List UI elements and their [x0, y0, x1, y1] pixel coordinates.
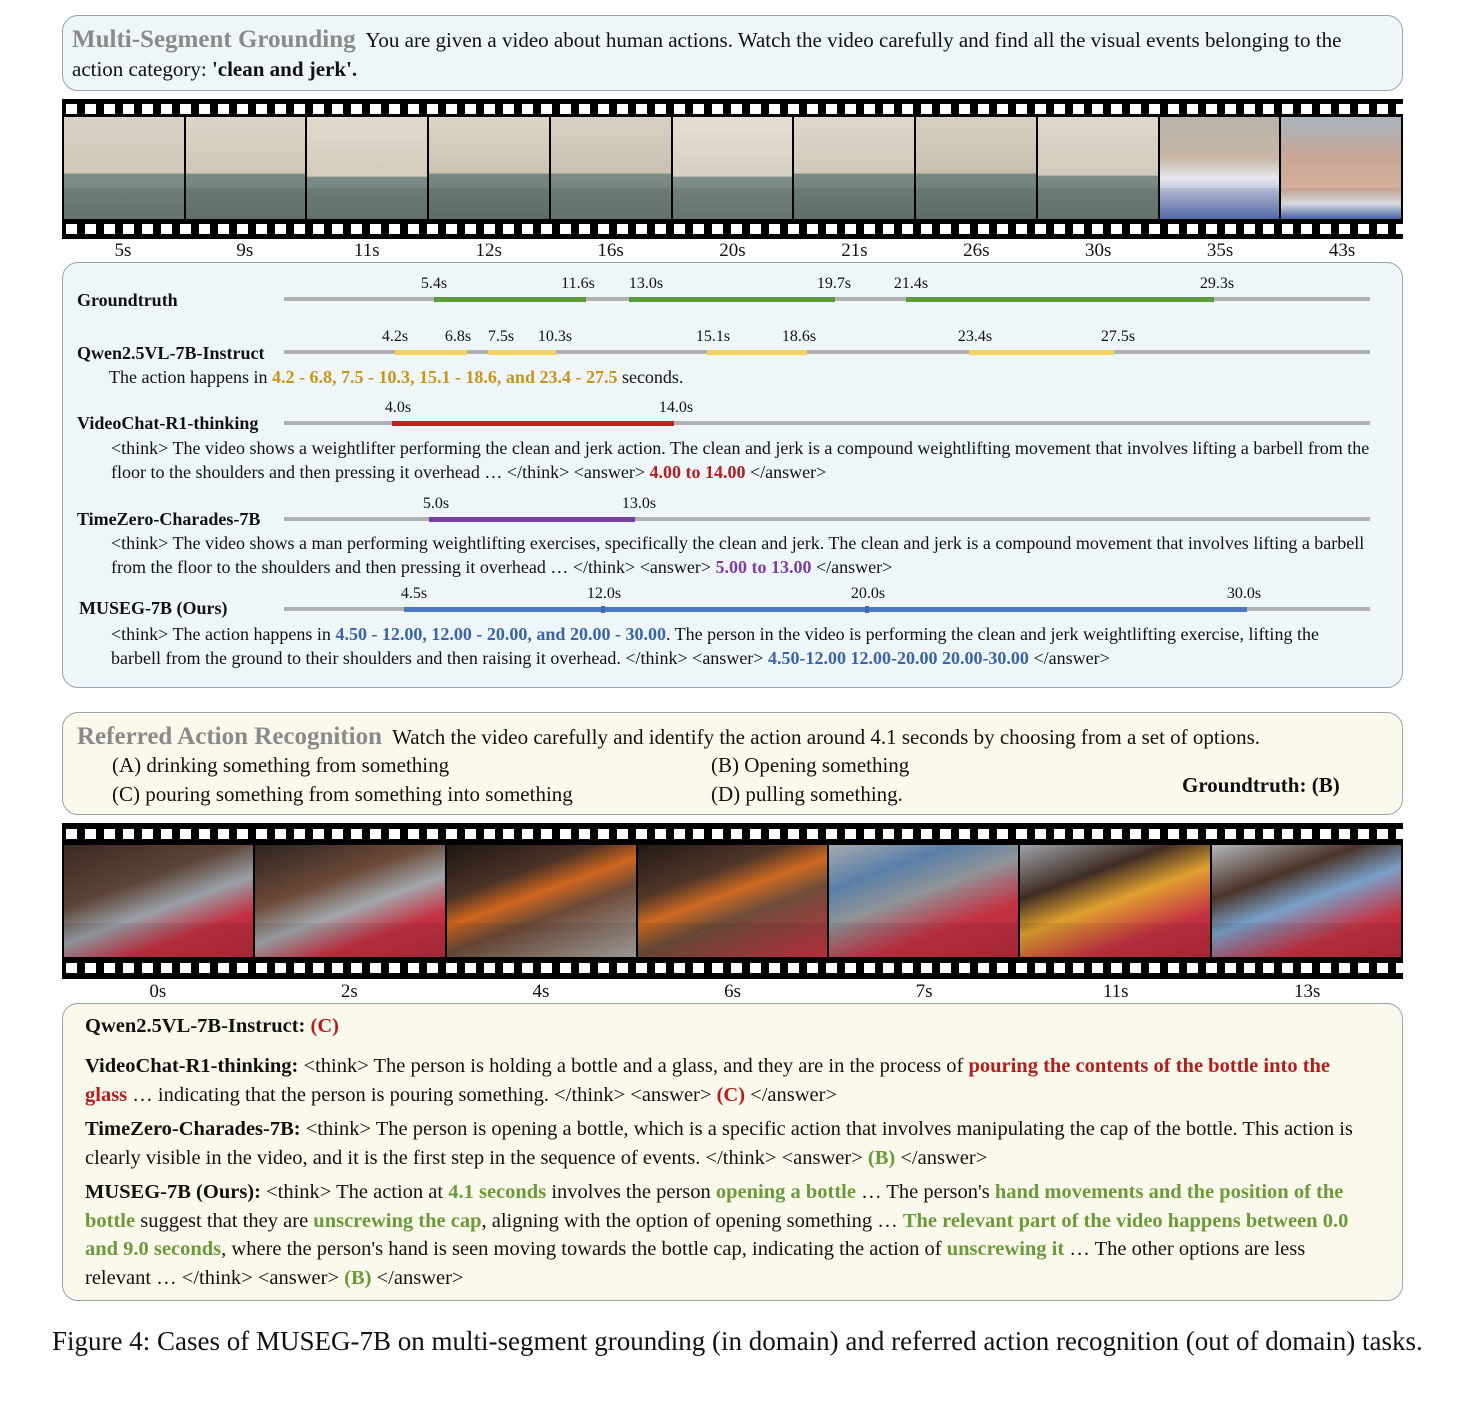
videochat-answer-times: 4.00 to 14.00	[649, 461, 746, 482]
timezero-text: <think> The person is opening a bottle, which is a specific action that involves manipulating the cap of the bottle. This action is clearly visible in the video, and it is the first step in the sequence of events. </think> <answer>	[85, 1118, 1353, 1169]
time-label: 29.3s	[1199, 275, 1235, 292]
time-label: 19.7s	[816, 275, 852, 292]
frame-time-ticks	[62, 240, 1403, 262]
weightlifting-film-strip	[62, 99, 1403, 239]
museg-answer-times: 4.50-12.00 12.00-20.00 20.00-30.00	[767, 647, 1029, 668]
video-frame	[638, 845, 827, 957]
video-frame	[1281, 117, 1401, 219]
frame-time: 4s	[532, 981, 550, 1002]
videochat-think-text: <think> The video shows a weightlifter performing the clean and jerk action. The clean and jerk is a compound weightlifting movement that involves lifting a barbell from the floor to the shoulders and then pressing it overhead … </think> <answer>	[111, 438, 1370, 482]
museg-answer-close: </answer>	[1028, 647, 1110, 668]
grounding-prompt	[72, 25, 1392, 84]
museg-boundary-marker	[601, 606, 605, 613]
qwen-segment	[707, 350, 807, 355]
museg-text: , where the person's hand is seen moving towards the bottle cap, indicating the action of	[221, 1238, 947, 1260]
museg-highlight: opening a bottle	[715, 1181, 856, 1203]
time-label: 21.4s	[893, 275, 929, 292]
frame-time: 11s	[353, 240, 380, 261]
frame-time: 16s	[597, 240, 624, 261]
timezero-answer	[111, 532, 1371, 579]
frame-time: 21s	[841, 240, 868, 261]
video-frame	[447, 845, 636, 957]
row-label-qwen: Qwen2.5VL-7B-Instruct	[77, 343, 265, 363]
timezero-answer-close: </answer>	[811, 556, 893, 577]
qwen-answer-times: 4.2 - 6.8, 7.5 - 10.3, 15.1 - 18.6, and 23.4 - 27.5	[271, 367, 618, 387]
videochat-segment	[392, 421, 674, 426]
museg-boundary-marker	[865, 606, 869, 613]
groundtruth-segment	[434, 297, 586, 302]
recognition-prompt-text: Watch the video carefully and identify the action around 4.1 seconds by choosing from a set of options.	[392, 725, 1260, 749]
museg-text: <think> The action at	[260, 1181, 449, 1203]
frame-time: 6s	[724, 981, 741, 1002]
recognition-prompt	[77, 722, 1260, 752]
museg-choice: (B)	[344, 1266, 372, 1289]
time-label: 18.6s	[781, 328, 817, 345]
videochat-highlight: pouring the contents of the bottle into the glass	[85, 1055, 1331, 1106]
option-a: (A) drinking something from something	[112, 753, 450, 777]
frame-time: 30s	[1085, 240, 1112, 261]
videochat-choice: (C)	[716, 1083, 746, 1106]
video-frame	[255, 845, 444, 957]
groundtruth-label: Groundtruth: (B)	[1182, 773, 1340, 797]
film-sprockets-top	[62, 101, 1403, 117]
time-label: 30.0s	[1226, 585, 1262, 602]
video-frame	[829, 845, 1018, 957]
time-label: 4.0s	[384, 399, 412, 416]
film-sprockets-bottom	[62, 221, 1403, 237]
video-frame	[429, 117, 549, 219]
museg-segment	[868, 607, 1247, 612]
option-b: (B) Opening something	[711, 753, 910, 777]
videochat-label: VideoChat-R1-thinking:	[85, 1055, 299, 1077]
museg-text: </answer>	[371, 1266, 464, 1289]
videochat-answer	[111, 437, 1371, 484]
recognition-prompt-box	[62, 712, 1403, 815]
grounding-prompt-category: 'clean and jerk'.	[211, 57, 358, 81]
bottle-film-strip	[62, 823, 1403, 979]
qwen-answer-suffix: seconds.	[617, 367, 684, 387]
museg-text: involves the person	[546, 1181, 716, 1203]
videochat-recognition-answer	[85, 1052, 1375, 1109]
recognition-title: Referred Action Recognition	[77, 723, 383, 750]
time-label: 12.0s	[586, 585, 622, 602]
museg-label: MUSEG-7B (Ours):	[85, 1181, 261, 1203]
timezero-label: TimeZero-Charades-7B:	[85, 1118, 301, 1140]
video-frame	[186, 117, 306, 219]
qwen-recognition-answer	[85, 1012, 1375, 1041]
museg-highlight: The relevant part of the video happens between 0.0 and 9.0 seconds	[85, 1209, 1349, 1260]
time-label: 4.2s	[381, 328, 409, 345]
videochat-text: <think> The person is holding a bottle and a glass, and they are in the process of	[298, 1055, 969, 1077]
frame-time: 7s	[915, 981, 933, 1002]
museg-answer	[111, 623, 1371, 670]
time-label: 14.0s	[658, 399, 694, 416]
time-label: 23.4s	[957, 328, 993, 345]
video-frame	[1160, 117, 1280, 219]
museg-track	[284, 585, 1370, 611]
museg-highlight: 4.1 seconds	[448, 1181, 547, 1203]
row-label-videochat: VideoChat-R1-thinking	[77, 413, 259, 433]
grounding-title: Multi-Segment Grounding	[72, 26, 356, 53]
timezero-track	[284, 495, 1370, 521]
video-frame	[64, 117, 184, 219]
timezero-text: </answer>	[895, 1146, 988, 1169]
row-label-timezero: TimeZero-Charades-7B	[77, 509, 261, 529]
frame-time: 0s	[149, 981, 167, 1002]
museg-recognition-answer	[85, 1178, 1375, 1292]
time-label: 13.0s	[621, 495, 657, 512]
grounding-prompt-box	[62, 15, 1403, 91]
museg-think-text: <think> The action happens in	[111, 624, 336, 644]
qwen-segment	[488, 350, 556, 355]
figure-caption: Figure 4: Cases of MUSEG-7B on multi-segment grounding (in domain) and referred action recognition (out of domain) tasks.	[52, 1326, 1423, 1356]
option-d: (D) pulling something.	[711, 782, 903, 806]
video-frame	[551, 117, 671, 219]
museg-segment	[404, 607, 602, 612]
frame-time: 26s	[963, 240, 990, 261]
qwen-label: Qwen2.5VL-7B-Instruct:	[85, 1015, 311, 1037]
time-label: 10.3s	[537, 328, 573, 345]
time-label: 5.0s	[422, 495, 450, 512]
video-frame	[1020, 845, 1209, 957]
museg-text: … The person's	[855, 1181, 995, 1203]
videochat-text: </answer>	[745, 1083, 838, 1106]
video-frame	[64, 845, 253, 957]
museg-text: suggest that they are	[135, 1209, 314, 1232]
videochat-text: … indicating that the person is pouring something. </think> <answer>	[127, 1083, 717, 1106]
frame-time: 43s	[1328, 240, 1356, 261]
row-label-groundtruth: Groundtruth	[77, 290, 178, 310]
grounding-results-box	[62, 262, 1403, 688]
frame-time: 20s	[719, 240, 746, 261]
museg-text: , aligning with the option of opening something …	[481, 1209, 903, 1232]
time-label: 7.5s	[487, 328, 515, 345]
grounding-prompt-text: You are given a video about human actions. Watch the video carefully and find all the visual events belonging to the action category:	[72, 28, 1342, 81]
museg-highlight: unscrewing the cap	[313, 1209, 482, 1232]
timezero-answer-times: 5.00 to 13.00	[715, 556, 812, 577]
groundtruth-segment	[906, 297, 1214, 302]
film-sprockets-bottom	[62, 960, 1403, 976]
time-label: 11.6s	[561, 275, 595, 292]
time-label: 4.5s	[400, 585, 428, 602]
frame-time: 2s	[340, 981, 358, 1002]
time-label: 6.8s	[444, 328, 472, 345]
qwen-segment	[969, 350, 1114, 355]
option-c: (C) pouring something from something into something	[112, 782, 573, 806]
qwen-answer-text: The action happens in	[109, 367, 272, 387]
qwen-segment	[395, 350, 467, 355]
time-label: 15.1s	[695, 328, 731, 345]
time-label: 5.4s	[420, 275, 448, 292]
frame-time: 5s	[114, 240, 132, 261]
film-sprockets-top	[62, 826, 1403, 842]
time-label: 13.0s	[628, 275, 664, 292]
qwen-answer	[109, 366, 683, 390]
museg-highlight: unscrewing it	[946, 1238, 1065, 1260]
frame-time: 13s	[1294, 981, 1321, 1002]
frame-time: 11s	[1102, 981, 1129, 1002]
video-frame	[307, 117, 427, 219]
groundtruth-segment	[629, 297, 835, 302]
museg-think-times: 4.50 - 12.00, 12.00 - 20.00, and 20.00 - 30.00	[335, 624, 666, 644]
groundtruth-track	[284, 275, 1370, 301]
timezero-choice: (B)	[867, 1146, 896, 1169]
frame-time: 35s	[1206, 240, 1234, 261]
videochat-answer-close: </answer>	[745, 461, 827, 482]
museg-segment	[604, 607, 866, 612]
museg-highlight: hand movements and the position of the bottle	[85, 1181, 1344, 1232]
time-label: 27.5s	[1100, 328, 1136, 345]
timezero-think-text: <think> The video shows a man performing weightlifting exercises, specifically the clean and jerk. The clean and jerk is a compound movement that involves lifting a barbell from the floor to the shoulders and then pressing it overhead … </think> <answer>	[111, 533, 1365, 577]
row-label-museg: MUSEG-7B (Ours)	[79, 598, 228, 618]
video-frame	[916, 117, 1036, 219]
timezero-recognition-answer	[85, 1115, 1375, 1172]
frame-time: 12s	[475, 240, 502, 261]
museg-text: … The other options are less relevant … </think> <answer>	[85, 1238, 1306, 1289]
time-label: 20.0s	[850, 585, 886, 602]
video-frame	[1038, 117, 1158, 219]
timezero-segment	[429, 517, 635, 522]
frame-time: 9s	[236, 240, 254, 261]
video-frame	[1212, 845, 1401, 957]
video-frame	[673, 117, 793, 219]
video-frame	[794, 117, 914, 219]
qwen-track	[284, 328, 1370, 354]
videochat-track	[284, 399, 1370, 425]
frame-time-ticks	[62, 981, 1403, 1003]
qwen-choice: (C)	[310, 1015, 339, 1037]
museg-think-rest: . The person in the video is performing the clean and jerk weightlifting exercise, lifting the barbell from the ground to their shoulders and then raising it overhead. </think> <answer>	[111, 624, 1319, 668]
